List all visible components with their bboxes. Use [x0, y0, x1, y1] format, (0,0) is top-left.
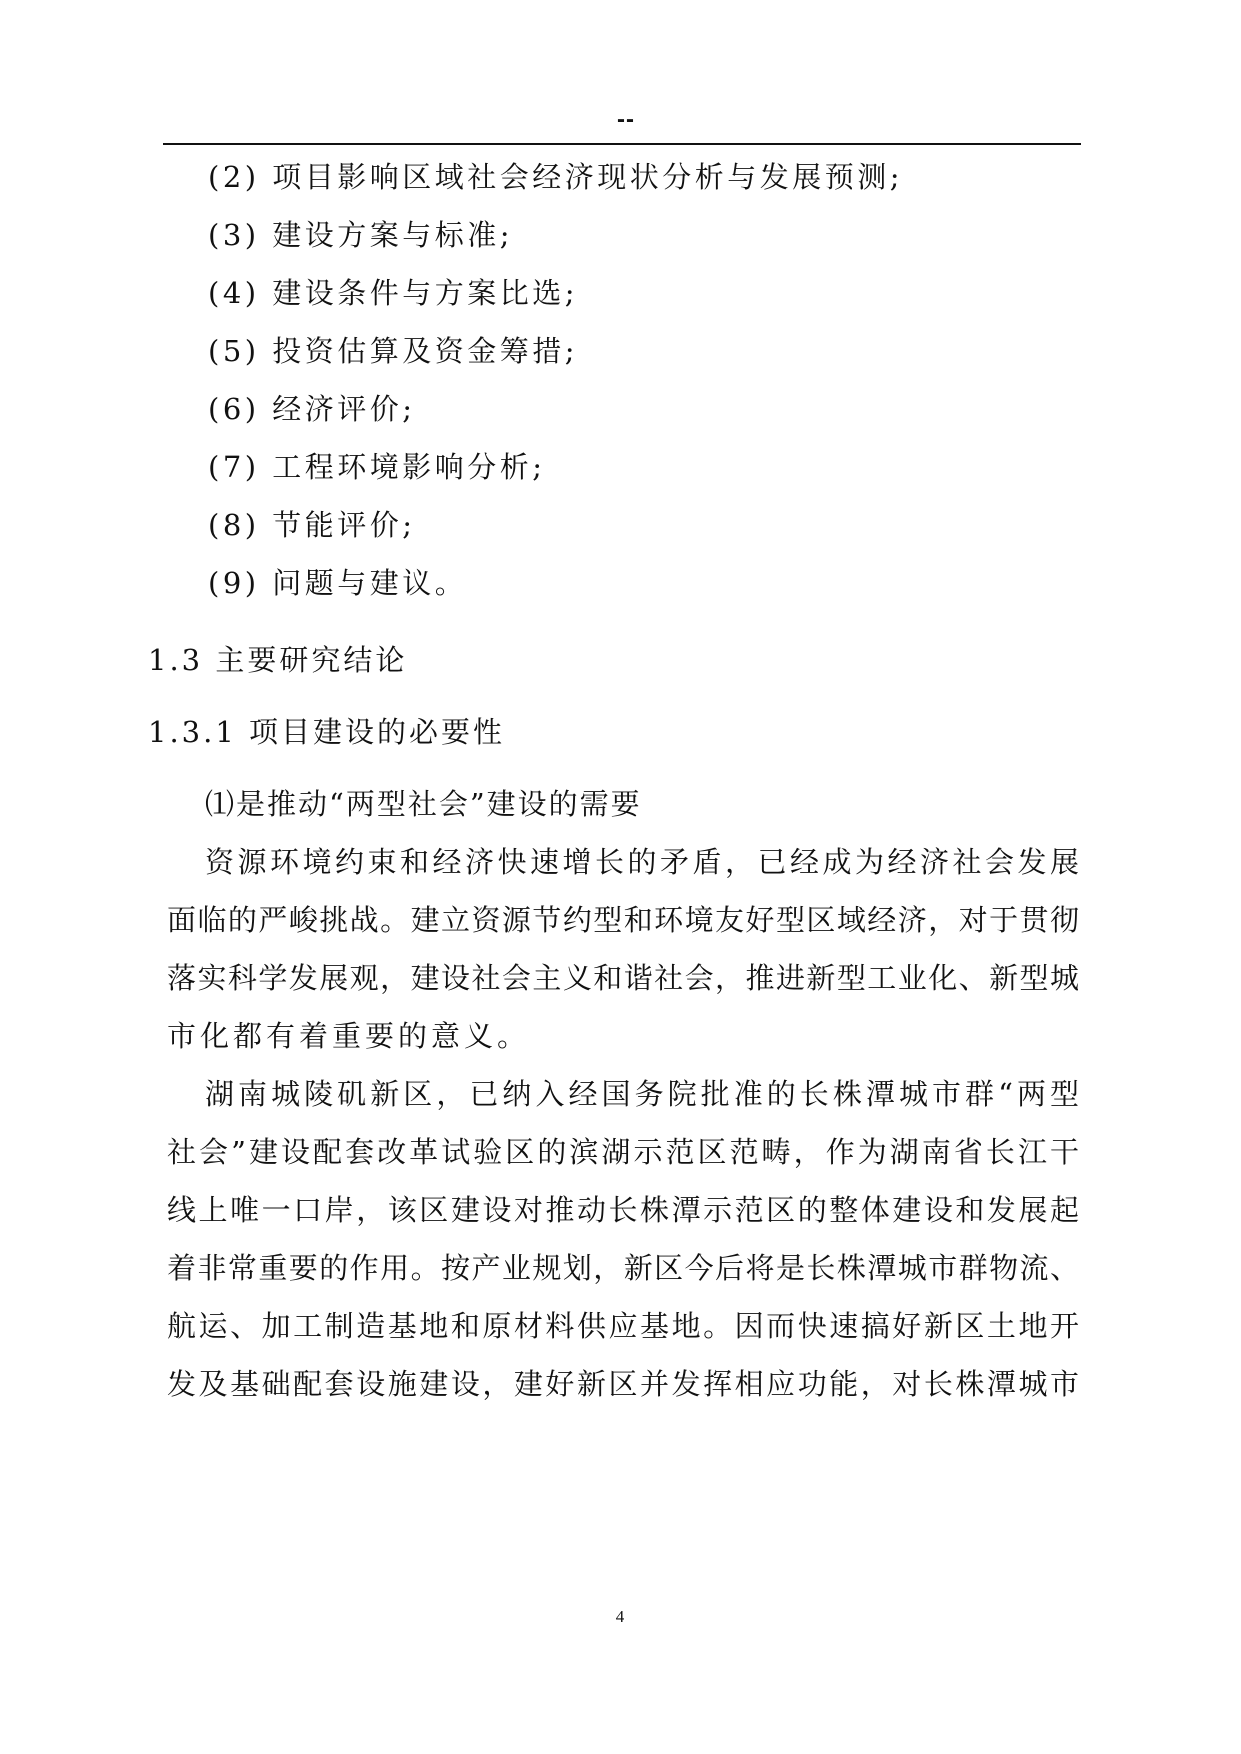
paragraph-line: 面临的严峻挑战。建立资源节约型和环境友好型区域经济，对于贯彻 [167, 903, 1079, 937]
list-item: (9) 问题与建议。 [208, 566, 468, 600]
header-mark: -- [617, 106, 635, 133]
paragraph-line: 航运、加工制造基地和原材料供应基地。因而快速搞好新区土地开 [167, 1309, 1079, 1343]
list-item: (2) 项目影响区域社会经济现状分析与发展预测; [208, 160, 904, 194]
header-rule [163, 143, 1081, 145]
paragraph-line: 湖南城陵矶新区，已纳入经国务院批准的长株潭城市群“两型 [205, 1077, 1079, 1111]
paragraph-line: 资源环境约束和经济快速增长的矛盾，已经成为经济社会发展 [205, 845, 1079, 879]
paragraph-line: 线上唯一口岸，该区建设对推动长株潭示范区的整体建设和发展起 [167, 1193, 1079, 1227]
list-item: (6) 经济评价; [208, 392, 416, 426]
paragraph-line: 发及基础配套设施建设，建好新区并发挥相应功能，对长株潭城市 [167, 1367, 1079, 1401]
section-heading: 1.3 主要研究结论 [148, 643, 408, 677]
page-number: 4 [615, 1607, 625, 1626]
subsection-heading: 1.3.1 项目建设的必要性 [148, 715, 506, 749]
point-title: ⑴是推动“两型社会”建设的需要 [205, 787, 642, 821]
list-item: (7) 工程环境影响分析; [208, 450, 546, 484]
list-item: (4) 建设条件与方案比选; [208, 276, 579, 310]
paragraph-line: 落实科学发展观，建设社会主义和谐社会，推进新型工业化、新型城 [167, 961, 1079, 995]
paragraph-line: 着非常重要的作用。按产业规划，新区今后将是长株潭城市群物流、 [167, 1251, 1079, 1285]
list-item: (8) 节能评价; [208, 508, 416, 542]
paragraph-line: 社会”建设配套改革试验区的滨湖示范区范畴，作为湖南省长江干 [167, 1135, 1079, 1169]
list-item: (3) 建设方案与标准; [208, 218, 514, 252]
list-item: (5) 投资估算及资金筹措; [208, 334, 579, 368]
paragraph-line: 市化都有着重要的意义。 [167, 1019, 531, 1053]
